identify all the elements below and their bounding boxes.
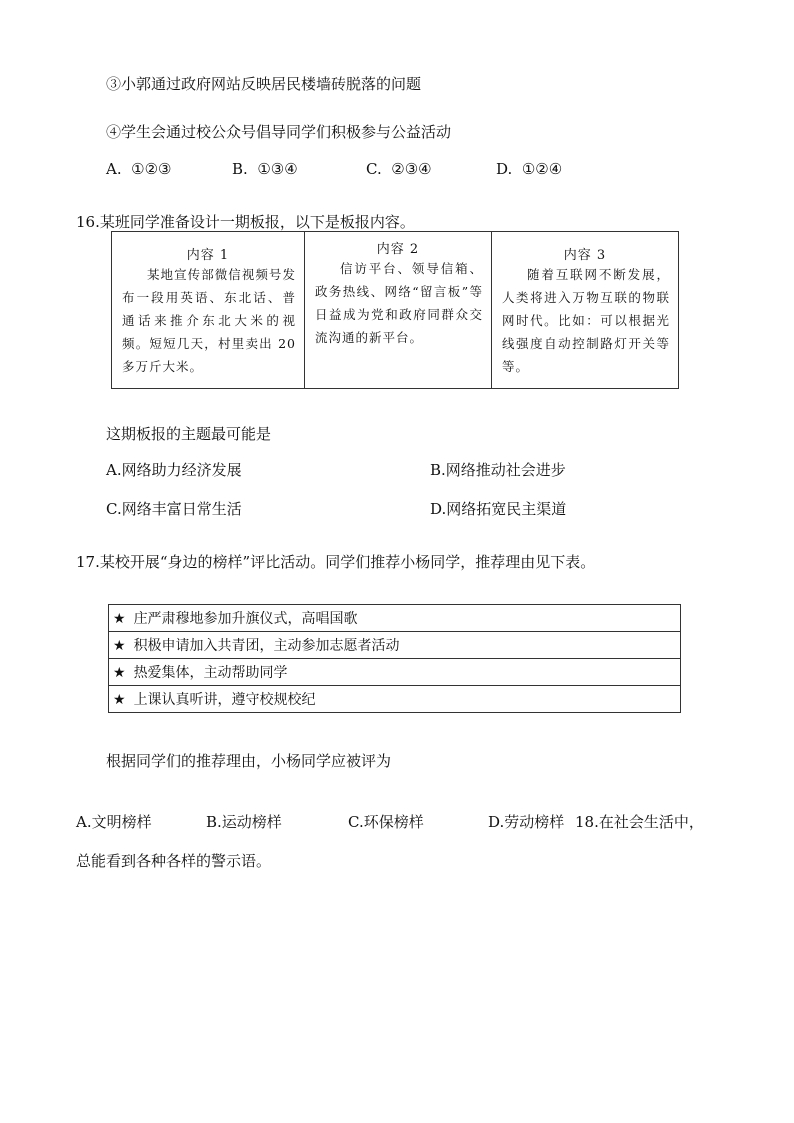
q16-question: 这期板报的主题最可能是 (106, 425, 272, 443)
recommendation-table (108, 604, 681, 713)
board-cell-title: 内容 2 (376, 242, 420, 257)
table-row (109, 686, 681, 713)
board-cell-body: 某地宣传部微信视频号发布一段用英语、东北话、普通话来推介东北大米的视频。短短几天，村里卖出 20 多万斤大米。 (122, 267, 296, 374)
q16-option-c: C.网络丰富日常生活 (106, 500, 242, 518)
statement-3: ③小郭通过政府网站反映居民楼墙砖脱落的问题 (106, 75, 422, 93)
q15-option-b: B. ①③④ (232, 160, 298, 178)
q17-option-c: C.环保榜样 (348, 813, 424, 831)
q17-option-d: D.劳动榜样 (488, 813, 565, 831)
statement-4: ④学生会通过校公众号倡导同学们积极参与公益活动 (106, 123, 452, 141)
q17-stem: 17.某校开展“身边的榜样”评比活动。同学们推荐小杨同学，推荐理由见下表。 (76, 553, 596, 571)
q17-question: 根据同学们的推荐理由，小杨同学应被评为 (106, 752, 392, 770)
board-cell-title: 内容 3 (563, 248, 607, 263)
star-icon: ★ (113, 611, 126, 627)
reason-text: 积极申请加入共青团，主动参加志愿者活动 (133, 638, 400, 654)
star-icon: ★ (113, 692, 126, 708)
reason-text: 上课认真听讲，遵守校规校纪 (133, 692, 316, 708)
table-row (109, 659, 681, 686)
board-content-table (111, 231, 679, 389)
q16-option-d: D.网络拓宽民主渠道 (430, 500, 567, 518)
q15-option-d: D. ①②④ (496, 160, 563, 178)
q15-option-c: C. ②③④ (366, 160, 432, 178)
q16-option-b: B.网络推动社会进步 (430, 461, 566, 479)
reason-text: 热爱集体，主动帮助同学 (133, 665, 288, 681)
q17-option-a: A.文明榜样 (76, 813, 152, 831)
board-cell-3 (492, 232, 679, 389)
q15-option-a: A. ①②③ (106, 160, 172, 178)
board-cell-body: 信访平台、领导信箱、政务热线、网络“留言板”等日益成为党和政府同群众交流沟通的新平台。 (315, 261, 483, 345)
star-icon: ★ (113, 665, 126, 681)
q18-stem-start: 18.在社会生活中， (575, 813, 704, 831)
reason-text: 庄严肃穆地参加升旗仪式，高唱国歌 (133, 611, 358, 627)
table-row (109, 605, 681, 632)
star-icon: ★ (113, 638, 126, 654)
q16-option-a: A.网络助力经济发展 (106, 461, 242, 479)
board-cell-title: 内容 1 (186, 248, 230, 263)
board-cell-1 (112, 232, 305, 389)
q18-stem-continued: 总能看到各种各样的警示语。 (76, 852, 272, 870)
table-row (109, 632, 681, 659)
board-cell-2 (305, 232, 492, 389)
q16-stem: 16.某班同学准备设计一期板报，以下是板报内容。 (76, 213, 415, 231)
q17-option-b: B.运动榜样 (206, 813, 282, 831)
board-cell-body: 随着互联网不断发展，人类将进入万物互联的物联网时代。比如：可以根据光线强度自动控制路灯开关等等。 (502, 267, 670, 374)
